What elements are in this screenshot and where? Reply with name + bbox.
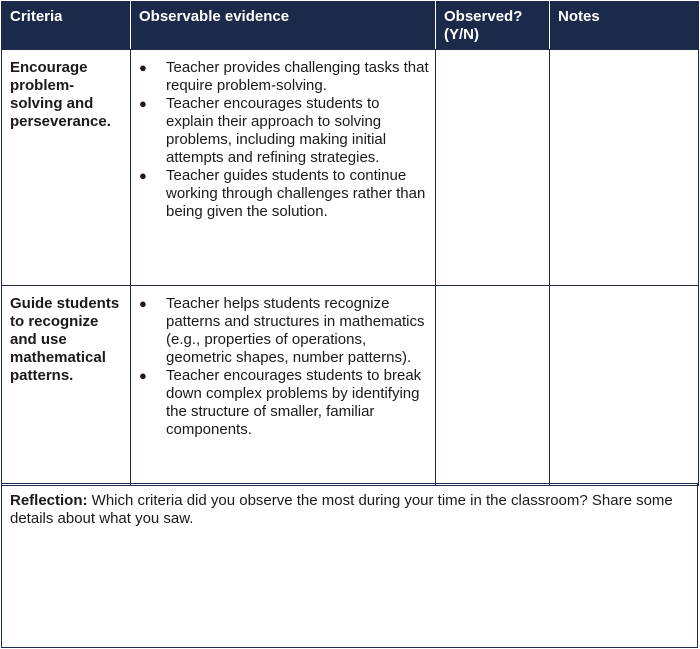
reflection-question: Which criteria did you observe the most during your time in the classroom? Share some details about what you saw. (10, 492, 673, 527)
bullet-icon: ● (139, 168, 147, 183)
bullet-icon: ● (139, 96, 147, 111)
evidence-cell (131, 286, 436, 486)
header-criteria: Criteria (2, 2, 131, 50)
header-row (2, 2, 699, 50)
bullet-icon: ● (139, 60, 147, 75)
criteria-cell: Guide students to recognize and use mathematical patterns. (2, 286, 131, 486)
evidence-text: Teacher guides students to continue working through challenges rather than being given the solution. (166, 167, 426, 220)
observed-cell[interactable] (436, 286, 550, 486)
rubric-table (1, 1, 699, 486)
reflection-box[interactable] (1, 483, 698, 648)
list-item (139, 367, 429, 439)
criteria-cell: Encourage problem-solving and perseverance. (2, 50, 131, 286)
table-row (2, 286, 699, 486)
notes-cell[interactable] (550, 286, 699, 486)
header-observed: Observed? (Y/N) (436, 2, 550, 50)
evidence-list (131, 59, 429, 221)
list-item (139, 95, 429, 167)
list-item (139, 167, 429, 221)
evidence-cell (131, 50, 436, 286)
header-notes: Notes (550, 2, 699, 50)
evidence-text: Teacher encourages students to explain their approach to solving problems, including making initial attempts and refining strategies. (166, 95, 387, 166)
bullet-icon: ● (139, 296, 147, 311)
reflection-label: Reflection: (10, 492, 88, 509)
evidence-text: Teacher helps students recognize patterns and structures in mathematics (e.g., properties of operations, geometric shapes, number patterns). (166, 295, 425, 366)
observed-cell[interactable] (436, 50, 550, 286)
evidence-text: Teacher provides challenging tasks that require problem-solving. (166, 59, 429, 94)
evidence-list (131, 295, 429, 439)
list-item (139, 295, 429, 367)
bullet-icon: ● (139, 368, 147, 383)
list-item (139, 59, 429, 95)
reflection-prompt (2, 484, 697, 528)
header-evidence: Observable evidence (131, 2, 436, 50)
evidence-text: Teacher encourages students to break down complex problems by identifying the structure of smaller, familiar components. (166, 367, 422, 438)
notes-cell[interactable] (550, 50, 699, 286)
table-row (2, 50, 699, 286)
